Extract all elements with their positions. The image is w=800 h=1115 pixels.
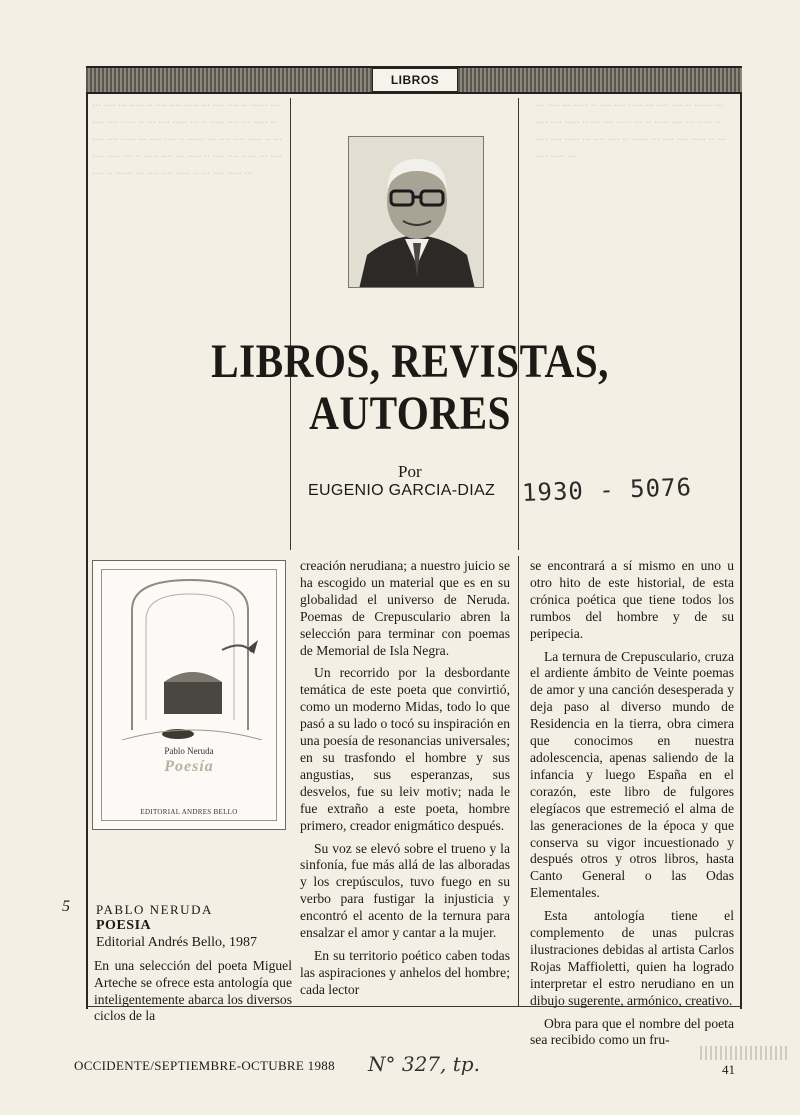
caption-body: En una selección del poeta Miguel Arteche se ofrece esta antología que inteligentemente abarca los diversos ciclos de la [94, 958, 292, 1024]
paragraph: Un recorrido por la desbordante temática de este poeta que convirtió, como un moderno Midas, todo lo que pasó a su lado o tocó su inspiración en una poesía de resonancias universales; en su trasfondo el hombre y sus angustias, sus esperanzas, sus desvelos, fue su leiv motiv; nada le fue extraño a este poeta, hombre primero, creador enigmático después. [300, 665, 510, 833]
paragraph: creación nerudiana; a nuestro juicio se ha escogido un material que es en su globalidad el universo de Neruda. Poemas de Crepusculario abren la selección para terminar con poemas de Memorial de Isla Negra. [300, 558, 510, 658]
paragraph: En su territorio poético caben todas las aspiraciones y anhelos del hombre; cada lector [300, 947, 510, 997]
paragraph: La ternura de Crepusculario, cruza el ardiente ámbito de Veinte poemas de amor y una canción desesperada y deja paso al diverso mundo de Residencia en la tierra, obra cimera que conocimos en nuestra adolescencia, apenas saliendo de la infancia y luego España en el corazón, este libro de fulgores elegíacos que estremeció el alma de las generaciones de la época y que conserva su vigor incuestionado y después otros y otros libros, hasta Canto General o las Odas Elementales. [530, 648, 734, 901]
column-rule [290, 98, 291, 550]
caption-author: PABLO NERUDA [96, 902, 213, 917]
book-cover-image [92, 560, 286, 830]
column-rule [518, 556, 519, 1006]
byline-author: EUGENIO GARCIA-DIAZ [308, 482, 496, 499]
section-tag: LIBROS [372, 68, 458, 92]
paragraph: Obra para que el nombre del poeta sea recibido como un fru- [530, 1015, 734, 1048]
right-frame-rule [740, 94, 742, 1009]
footer-handwritten-note: N° 327, tp. [368, 1052, 480, 1076]
title-line-2: AUTORES [309, 387, 511, 440]
article-column-3 [530, 558, 734, 1049]
title-line-1: LIBROS, REVISTAS, [211, 335, 609, 388]
cover-illustration [102, 570, 278, 740]
article-column-2 [300, 558, 510, 999]
handwritten-annotation: 1930 - 5076 [521, 473, 693, 507]
cover-publisher: EDITORIAL ANDRES BELLO [140, 808, 238, 816]
caption-publisher: Editorial Andrés Bello, 1987 [96, 935, 257, 950]
cover-title: Poesía [164, 758, 214, 775]
caption-title: POESIA [96, 918, 152, 933]
column-rule [518, 98, 519, 550]
paragraph: Esta antología tiene el complemento de unas pulcras ilustraciones debidas al artista Carlos Rojas Maffioletti, quien ha logrado interpretar el estro nerudiano en un dibujo sugerente, armónico, creativo. [530, 908, 734, 1008]
byline-prefix: Por [398, 462, 422, 481]
footer-publication: OCCIDENTE/SEPTIEMBRE-OCTUBRE 1988 [74, 1058, 335, 1073]
bleed-through-text-left: ··· ···· ··· ····· ·· ···· ···· ····· ··· ···· ···· ·· ······ ··· ···· ···· ····· ·· ··· ···· ····· ··· ·· ····· ···· ··· ····· ·· ···· ···· ····· ··· ···· ···· ·· ······ ··· ···· ···· ····· ·· ··· ···· ····· ··· ·· ····· ···· ··· ····· ·· ···· ···· ····· ··· ···· ···· ·· ······ ··· ···· ···· ····· ·· ··· ···· ····· ··· [92, 100, 282, 180]
book-cover-frame [101, 569, 277, 821]
article-title [186, 336, 633, 440]
margin-annotation-number: 5 [62, 898, 70, 915]
paragraph: Su voz se elevó sobre el trueno y la sinfonía, fue más allá de las alboradas y los crepúsculos, tuvo fuego en su verbo para fustigar la injusticia y encontró el acento de la ternura para ensalzar el amor y cantar a la mujer. [300, 840, 510, 941]
left-frame-rule [86, 94, 88, 1009]
bleed-through-text-right: ··· ···· ··· ····· ·· ···· ···· ····· ··· ···· ···· ·· ······ ··· ···· ···· ····· ·· ··· ···· ····· ··· ·· ····· ···· ··· ····· ·· ···· ···· ····· ··· ···· ···· ·· ······ ··· ···· ···· ····· ·· ··· ···· ····· ··· [536, 100, 726, 163]
cover-author: Pablo Neruda [164, 746, 214, 756]
page-number: 41 [722, 1062, 735, 1077]
paragraph: se encontrará a sí mismo en uno u otro hito de este historial, de esta crónica poética que tiene todos los rumbos del hombre y de su peripecia. [530, 558, 734, 641]
scribble-mark [700, 1046, 790, 1060]
author-portrait-photo [348, 136, 484, 288]
